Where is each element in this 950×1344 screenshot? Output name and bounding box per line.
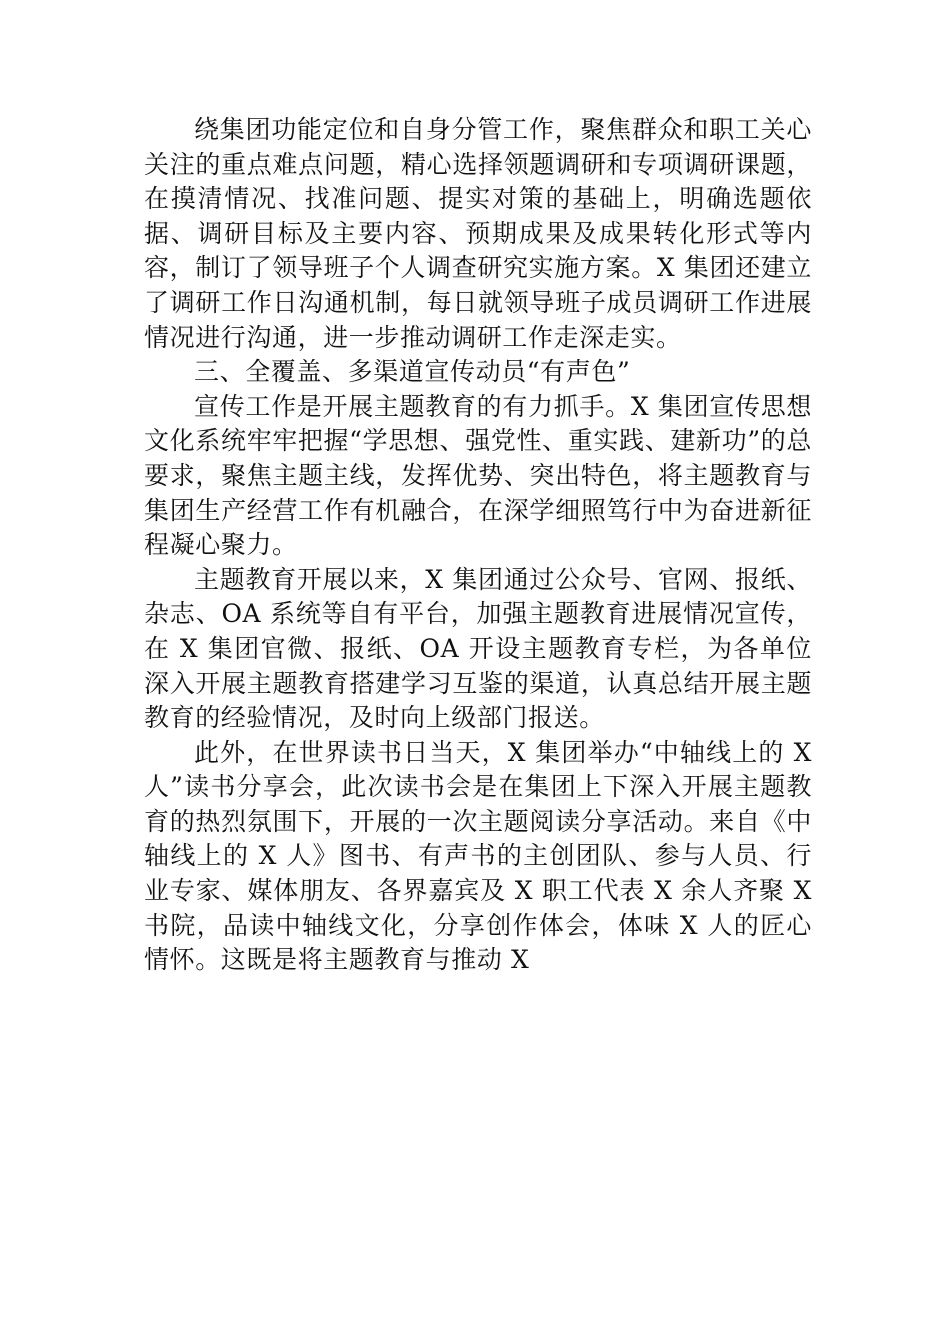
paragraph-platforms: 主题教育开展以来，X 集团通过公众号、官网、报纸、杂志、OA 系统等自有平台，加强主题教育进展情况宣传，在 X 集团官微、报纸、OA 开设主题教育专栏，为各单位深入开展主题教育搭建学习互鉴的渠道，认真总结开展主题教育的经验情况，及时向上级部门报送。 xyxy=(144,564,812,733)
paragraph-publicity-intro: 宣传工作是开展主题教育的有力抓手。X 集团宣传思想文化系统牢牢把握“学思想、强党性、重实践、建新功”的总要求，聚焦主题主线，发挥优势、突出特色，将主题教育与集团生产经营工作有机融合，在深学细照笃行中为奋进新征程凝心聚力。 xyxy=(144,391,812,560)
document-body xyxy=(144,113,812,978)
paragraph-research-plan: 绕集团功能定位和自身分管工作，聚焦群众和职工关心关注的重点难点问题，精心选择领题调研和专项调研课题，在摸清情况、找准问题、提实对策的基础上，明确选题依据、调研目标及主要内容、预期成果及成果转化形式等内容，制订了领导班子个人调查研究实施方案。X 集团还建立了调研工作日沟通机制，每日就领导班子成员调研工作进展情况进行沟通，进一步推动调研工作走深走实。 xyxy=(144,115,812,352)
section-heading-publicity: 三、全覆盖、多渠道宣传动员“有声色” xyxy=(194,357,631,387)
paragraph-reading-day: 此外，在世界读书日当天，X 集团举办“中轴线上的 X 人”读书分享会，此次读书会是在集团上下深入开展主题教育的热烈氛围下，开展的一次主题阅读分享活动。来自《中轴线上的 X 人》图书、有声书的主创团队、参与人员、行业专家、媒体朋友、各界嘉宾及 X 职工代表 X 余人齐聚 X 书院，品读中轴线文化，分享创作体会，体味 X 人的匠心情怀。这既是将主题教育与推动 X xyxy=(144,737,812,975)
